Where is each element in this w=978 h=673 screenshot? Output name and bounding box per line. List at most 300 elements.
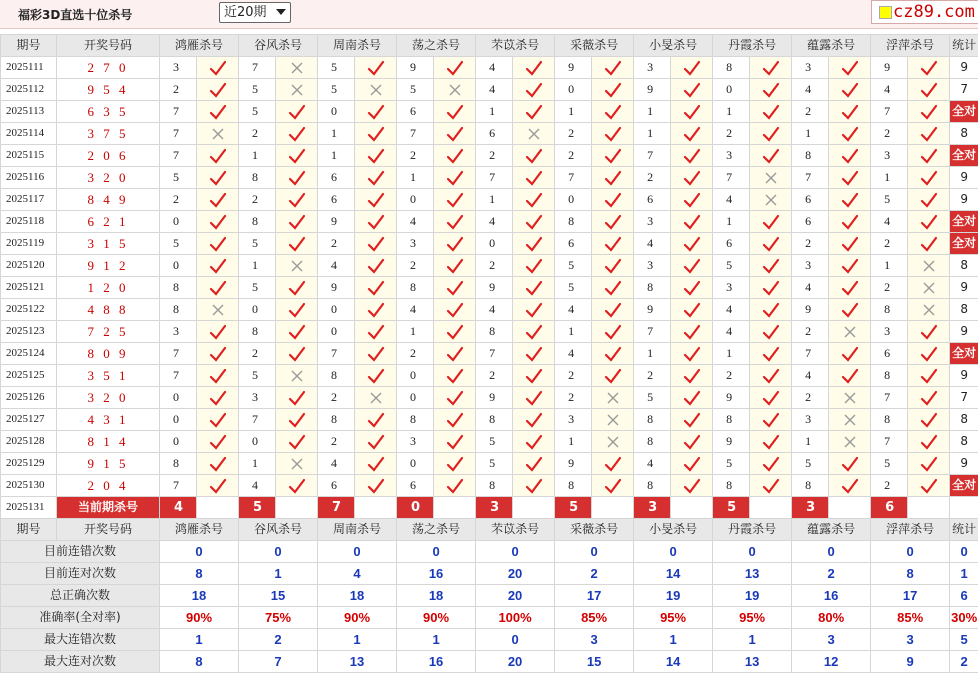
- result-mark-cell: [197, 321, 239, 343]
- check-icon: [446, 60, 464, 76]
- summary-value: 0: [476, 541, 555, 563]
- table-row: [1, 453, 978, 475]
- check-icon: [920, 434, 938, 450]
- header-expert-1: 谷风杀号: [239, 519, 318, 541]
- summary-value: 12: [792, 651, 871, 673]
- check-icon: [683, 346, 701, 362]
- result-mark-cell: [908, 365, 950, 387]
- site-badge[interactable]: [871, 0, 978, 24]
- period-cell: 2025129: [1, 453, 57, 475]
- result-mark-cell: [513, 453, 555, 475]
- kill-value-cell: 7: [476, 167, 513, 189]
- result-mark-cell: [513, 145, 555, 167]
- stat-cell: 全对: [950, 233, 978, 255]
- kill-value-cell: 5: [792, 453, 829, 475]
- check-icon: [762, 280, 780, 296]
- header-expert-2: 周南杀号: [318, 519, 397, 541]
- summary-value: 0: [792, 541, 871, 563]
- draw-number-cell: 3 2 0: [57, 387, 160, 409]
- result-mark-cell: [908, 211, 950, 233]
- check-icon: [446, 412, 464, 428]
- result-mark-cell: [513, 409, 555, 431]
- header-expert-5: 采薇杀号: [555, 35, 634, 57]
- summary-row: [1, 541, 978, 563]
- result-mark-cell: [750, 79, 792, 101]
- check-icon: [920, 390, 938, 406]
- check-icon: [525, 280, 543, 296]
- kill-value-cell: 1: [634, 101, 671, 123]
- check-icon: [288, 390, 306, 406]
- check-icon: [367, 434, 385, 450]
- summary-value: 20: [476, 585, 555, 607]
- kill-value-cell: 1: [555, 321, 592, 343]
- kill-value-cell: 8: [871, 409, 908, 431]
- result-mark-cell: [434, 431, 476, 453]
- kill-value-cell: 8: [239, 211, 276, 233]
- check-icon: [288, 324, 306, 340]
- kill-value-cell: 4: [792, 365, 829, 387]
- check-icon: [604, 214, 622, 230]
- summary-value: 95%: [713, 607, 792, 629]
- kill-value-cell: 8: [871, 299, 908, 321]
- draw-number-cell: 1 2 0: [57, 277, 160, 299]
- header-period: 期号: [1, 35, 57, 57]
- kill-value-cell: 1: [713, 101, 750, 123]
- period-cell: 2025120: [1, 255, 57, 277]
- check-icon: [446, 368, 464, 384]
- period-cell: 2025122: [1, 299, 57, 321]
- kill-value-cell: 1: [555, 101, 592, 123]
- result-mark-cell: [197, 343, 239, 365]
- table-row: [1, 101, 978, 123]
- result-mark-cell: [513, 475, 555, 497]
- check-icon: [762, 412, 780, 428]
- check-icon: [841, 170, 859, 186]
- kill-value-cell: 6: [318, 189, 355, 211]
- result-mark-cell: [908, 321, 950, 343]
- result-mark-cell: [829, 57, 871, 79]
- table-row: [1, 57, 978, 79]
- kill-value-cell: 4: [318, 255, 355, 277]
- check-icon: [209, 280, 227, 296]
- check-icon: [525, 302, 543, 318]
- summary-value: 15: [555, 651, 634, 673]
- summary-stat: 1: [950, 563, 978, 585]
- kill-value-cell: 8: [713, 409, 750, 431]
- cross-icon: [290, 259, 304, 273]
- check-icon: [762, 60, 780, 76]
- table-row: [1, 255, 978, 277]
- current-kill-blank: [355, 497, 397, 519]
- table-row: [1, 299, 978, 321]
- kill-value-cell: 1: [318, 145, 355, 167]
- result-mark-cell: [592, 321, 634, 343]
- kill-value-cell: 1: [397, 321, 434, 343]
- kill-value-cell: 2: [397, 343, 434, 365]
- current-stat-blank: [950, 497, 978, 519]
- check-icon: [446, 236, 464, 252]
- check-icon: [446, 478, 464, 494]
- result-mark-cell: [276, 277, 318, 299]
- check-icon: [367, 412, 385, 428]
- result-mark-cell: [592, 255, 634, 277]
- kill-value-cell: 7: [792, 167, 829, 189]
- kill-value-cell: 7: [160, 475, 197, 497]
- current-kill-blank: [750, 497, 792, 519]
- kill-value-cell: 7: [713, 167, 750, 189]
- check-icon: [367, 126, 385, 142]
- check-icon: [209, 82, 227, 98]
- kill-value-cell: 2: [871, 123, 908, 145]
- summary-value: 90%: [318, 607, 397, 629]
- result-mark-cell: [908, 409, 950, 431]
- result-mark-cell: [197, 211, 239, 233]
- result-mark-cell: [671, 255, 713, 277]
- summary-value: 14: [634, 563, 713, 585]
- current-kill-value: 3: [634, 497, 671, 519]
- check-icon: [920, 60, 938, 76]
- check-icon: [367, 170, 385, 186]
- check-icon: [446, 434, 464, 450]
- result-mark-cell: [276, 409, 318, 431]
- check-icon: [367, 280, 385, 296]
- check-icon: [604, 280, 622, 296]
- period-cell: 2025114: [1, 123, 57, 145]
- check-icon: [920, 82, 938, 98]
- result-mark-cell: [513, 167, 555, 189]
- kill-value-cell: 2: [792, 233, 829, 255]
- result-mark-cell: [513, 431, 555, 453]
- current-kill-blank: [197, 497, 239, 519]
- result-mark-cell: [829, 475, 871, 497]
- kill-value-cell: 7: [160, 343, 197, 365]
- result-mark-cell: [355, 123, 397, 145]
- result-mark-cell: [197, 189, 239, 211]
- kill-value-cell: 9: [555, 453, 592, 475]
- kill-value-cell: 3: [634, 255, 671, 277]
- table-row: [1, 233, 978, 255]
- kill-value-cell: 8: [555, 475, 592, 497]
- current-kill-value: 4: [160, 497, 197, 519]
- kill-value-cell: 2: [792, 387, 829, 409]
- cross-icon: [211, 127, 225, 141]
- summary-value: 17: [871, 585, 950, 607]
- check-icon: [841, 302, 859, 318]
- current-kill-value: 7: [318, 497, 355, 519]
- result-mark-cell: [434, 189, 476, 211]
- kill-value-cell: 7: [871, 387, 908, 409]
- result-mark-cell: [276, 167, 318, 189]
- kill-value-cell: 4: [476, 57, 513, 79]
- check-icon: [683, 126, 701, 142]
- check-icon: [209, 390, 227, 406]
- summary-value: 15: [239, 585, 318, 607]
- check-icon: [367, 346, 385, 362]
- result-mark-cell: [908, 101, 950, 123]
- summary-value: 0: [160, 541, 239, 563]
- table-row: [1, 343, 978, 365]
- kill-value-cell: 8: [555, 211, 592, 233]
- kill-value-cell: 4: [713, 189, 750, 211]
- result-mark-cell: [197, 57, 239, 79]
- check-icon: [683, 104, 701, 120]
- current-kill-value: 3: [476, 497, 513, 519]
- result-mark-cell: [276, 299, 318, 321]
- table-row: [1, 145, 978, 167]
- summary-value: 80%: [792, 607, 871, 629]
- kill-value-cell: 4: [634, 233, 671, 255]
- result-mark-cell: [750, 277, 792, 299]
- result-mark-cell: [671, 101, 713, 123]
- check-icon: [841, 280, 859, 296]
- check-icon: [762, 456, 780, 472]
- cross-icon: [843, 435, 857, 449]
- summary-value: 85%: [555, 607, 634, 629]
- stat-cell: 8: [950, 123, 978, 145]
- result-mark-cell: [197, 475, 239, 497]
- summary-value: 95%: [634, 607, 713, 629]
- cross-icon: [606, 391, 620, 405]
- kill-value-cell: 1: [476, 101, 513, 123]
- header-expert-1: 谷风杀号: [239, 35, 318, 57]
- result-mark-cell: [908, 123, 950, 145]
- kill-value-cell: 2: [555, 365, 592, 387]
- summary-value: 100%: [476, 607, 555, 629]
- kill-value-cell: 9: [476, 277, 513, 299]
- check-icon: [841, 456, 859, 472]
- kill-value-cell: 8: [318, 409, 355, 431]
- check-icon: [762, 82, 780, 98]
- result-mark-cell: [355, 453, 397, 475]
- kill-value-cell: 9: [318, 211, 355, 233]
- kill-value-cell: 7: [160, 145, 197, 167]
- kill-value-cell: 0: [160, 211, 197, 233]
- result-mark-cell: [750, 431, 792, 453]
- check-icon: [604, 170, 622, 186]
- summary-row: [1, 629, 978, 651]
- kill-value-cell: 9: [397, 57, 434, 79]
- header-expert-4: 芣苡杀号: [476, 35, 555, 57]
- summary-value: 1: [160, 629, 239, 651]
- result-mark-cell: [829, 211, 871, 233]
- result-mark-cell: [355, 79, 397, 101]
- result-mark-cell: [434, 365, 476, 387]
- result-mark-cell: [592, 233, 634, 255]
- check-icon: [446, 126, 464, 142]
- stat-cell: 7: [950, 79, 978, 101]
- cross-icon: [211, 303, 225, 317]
- header-expert-3: 荡之杀号: [397, 35, 476, 57]
- result-mark-cell: [513, 233, 555, 255]
- result-mark-cell: [671, 123, 713, 145]
- kill-value-cell: 2: [239, 123, 276, 145]
- result-mark-cell: [355, 321, 397, 343]
- draw-number-cell: 3 1 5: [57, 233, 160, 255]
- check-icon: [841, 192, 859, 208]
- kill-value-cell: 4: [239, 475, 276, 497]
- summary-value: 0: [397, 541, 476, 563]
- check-icon: [367, 60, 385, 76]
- kill-value-cell: 3: [871, 321, 908, 343]
- check-icon: [841, 478, 859, 494]
- kill-value-cell: 2: [713, 123, 750, 145]
- check-icon: [762, 104, 780, 120]
- kill-value-cell: 6: [555, 233, 592, 255]
- result-mark-cell: [513, 343, 555, 365]
- header-expert-5: 采薇杀号: [555, 519, 634, 541]
- kill-value-cell: 5: [239, 365, 276, 387]
- period-range-select[interactable]: [219, 2, 291, 23]
- result-mark-cell: [513, 255, 555, 277]
- summary-value: 20: [476, 563, 555, 585]
- check-icon: [841, 214, 859, 230]
- check-icon: [920, 192, 938, 208]
- kill-value-cell: 6: [318, 475, 355, 497]
- result-mark-cell: [829, 409, 871, 431]
- kill-value-cell: 1: [476, 189, 513, 211]
- cross-icon: [764, 171, 778, 185]
- kill-value-cell: 9: [713, 387, 750, 409]
- chevron-down-icon: [276, 9, 286, 15]
- check-icon: [525, 104, 543, 120]
- kill-value-cell: 7: [476, 343, 513, 365]
- period-cell: 2025127: [1, 409, 57, 431]
- cross-icon: [290, 369, 304, 383]
- check-icon: [762, 236, 780, 252]
- kill-value-cell: 8: [397, 277, 434, 299]
- result-mark-cell: [671, 409, 713, 431]
- kill-value-cell: 5: [871, 189, 908, 211]
- check-icon: [604, 82, 622, 98]
- result-mark-cell: [434, 211, 476, 233]
- draw-number-cell: 2 0 6: [57, 145, 160, 167]
- kill-value-cell: 6: [476, 123, 513, 145]
- kill-value-cell: 1: [871, 255, 908, 277]
- result-mark-cell: [513, 79, 555, 101]
- period-cell: 2025115: [1, 145, 57, 167]
- cross-icon: [922, 281, 936, 295]
- current-kill-blank: [434, 497, 476, 519]
- check-icon: [920, 236, 938, 252]
- result-mark-cell: [513, 57, 555, 79]
- summary-value: 7: [239, 651, 318, 673]
- kill-value-cell: 4: [713, 299, 750, 321]
- current-period-cell: 2025131: [1, 497, 57, 519]
- result-mark-cell: [750, 343, 792, 365]
- result-mark-cell: [434, 453, 476, 475]
- check-icon: [683, 170, 701, 186]
- kill-value-cell: 2: [476, 365, 513, 387]
- table-row: [1, 189, 978, 211]
- kill-value-cell: 4: [713, 321, 750, 343]
- header-expert-0: 鸿雁杀号: [160, 35, 239, 57]
- summary-value: 2: [792, 563, 871, 585]
- kill-value-cell: 9: [476, 387, 513, 409]
- summary-value: 8: [160, 563, 239, 585]
- result-mark-cell: [750, 101, 792, 123]
- period-cell: 2025124: [1, 343, 57, 365]
- kill-value-cell: 2: [239, 189, 276, 211]
- result-mark-cell: [513, 101, 555, 123]
- check-icon: [525, 390, 543, 406]
- kill-value-cell: 7: [871, 431, 908, 453]
- result-mark-cell: [197, 167, 239, 189]
- check-icon: [209, 236, 227, 252]
- result-mark-cell: [276, 475, 318, 497]
- kill-value-cell: 1: [634, 343, 671, 365]
- result-mark-cell: [829, 365, 871, 387]
- check-icon: [288, 434, 306, 450]
- result-mark-cell: [671, 211, 713, 233]
- result-mark-cell: [908, 233, 950, 255]
- check-icon: [525, 456, 543, 472]
- result-mark-cell: [276, 123, 318, 145]
- kill-value-cell: 7: [555, 167, 592, 189]
- kill-value-cell: 3: [634, 211, 671, 233]
- header-expert-7: 丹霞杀号: [713, 35, 792, 57]
- result-mark-cell: [750, 475, 792, 497]
- result-mark-cell: [276, 79, 318, 101]
- summary-value: 13: [713, 563, 792, 585]
- check-icon: [367, 258, 385, 274]
- kill-value-cell: 8: [713, 475, 750, 497]
- result-mark-cell: [355, 255, 397, 277]
- result-mark-cell: [750, 255, 792, 277]
- kill-value-cell: 5: [871, 453, 908, 475]
- cross-icon: [527, 127, 541, 141]
- check-icon: [446, 280, 464, 296]
- kill-value-cell: 5: [476, 453, 513, 475]
- period-cell: 2025128: [1, 431, 57, 453]
- result-mark-cell: [197, 431, 239, 453]
- kill-value-cell: 8: [634, 409, 671, 431]
- result-mark-cell: [197, 453, 239, 475]
- check-icon: [446, 390, 464, 406]
- kill-value-cell: 6: [792, 189, 829, 211]
- table-row: [1, 387, 978, 409]
- summary-value: 1: [713, 629, 792, 651]
- kill-value-cell: 0: [318, 101, 355, 123]
- table-row: [1, 277, 978, 299]
- kill-value-cell: 2: [792, 101, 829, 123]
- check-icon: [841, 346, 859, 362]
- result-mark-cell: [355, 167, 397, 189]
- check-icon: [525, 214, 543, 230]
- result-mark-cell: [671, 431, 713, 453]
- kill-value-cell: 0: [318, 299, 355, 321]
- kill-value-cell: 5: [555, 277, 592, 299]
- header-expert-8: 蕴露杀号: [792, 35, 871, 57]
- result-mark-cell: [434, 167, 476, 189]
- check-icon: [367, 368, 385, 384]
- kill-value-cell: 2: [476, 255, 513, 277]
- kill-value-cell: 1: [318, 123, 355, 145]
- result-mark-cell: [197, 409, 239, 431]
- kill-value-cell: 1: [239, 255, 276, 277]
- kill-value-cell: 2: [555, 123, 592, 145]
- check-icon: [841, 148, 859, 164]
- stat-cell: 全对: [950, 101, 978, 123]
- result-mark-cell: [671, 145, 713, 167]
- kill-value-cell: 1: [871, 167, 908, 189]
- check-icon: [525, 478, 543, 494]
- period-cell: 2025126: [1, 387, 57, 409]
- result-mark-cell: [908, 189, 950, 211]
- summary-value: 1: [397, 629, 476, 651]
- check-icon: [683, 368, 701, 384]
- result-mark-cell: [750, 409, 792, 431]
- result-mark-cell: [829, 189, 871, 211]
